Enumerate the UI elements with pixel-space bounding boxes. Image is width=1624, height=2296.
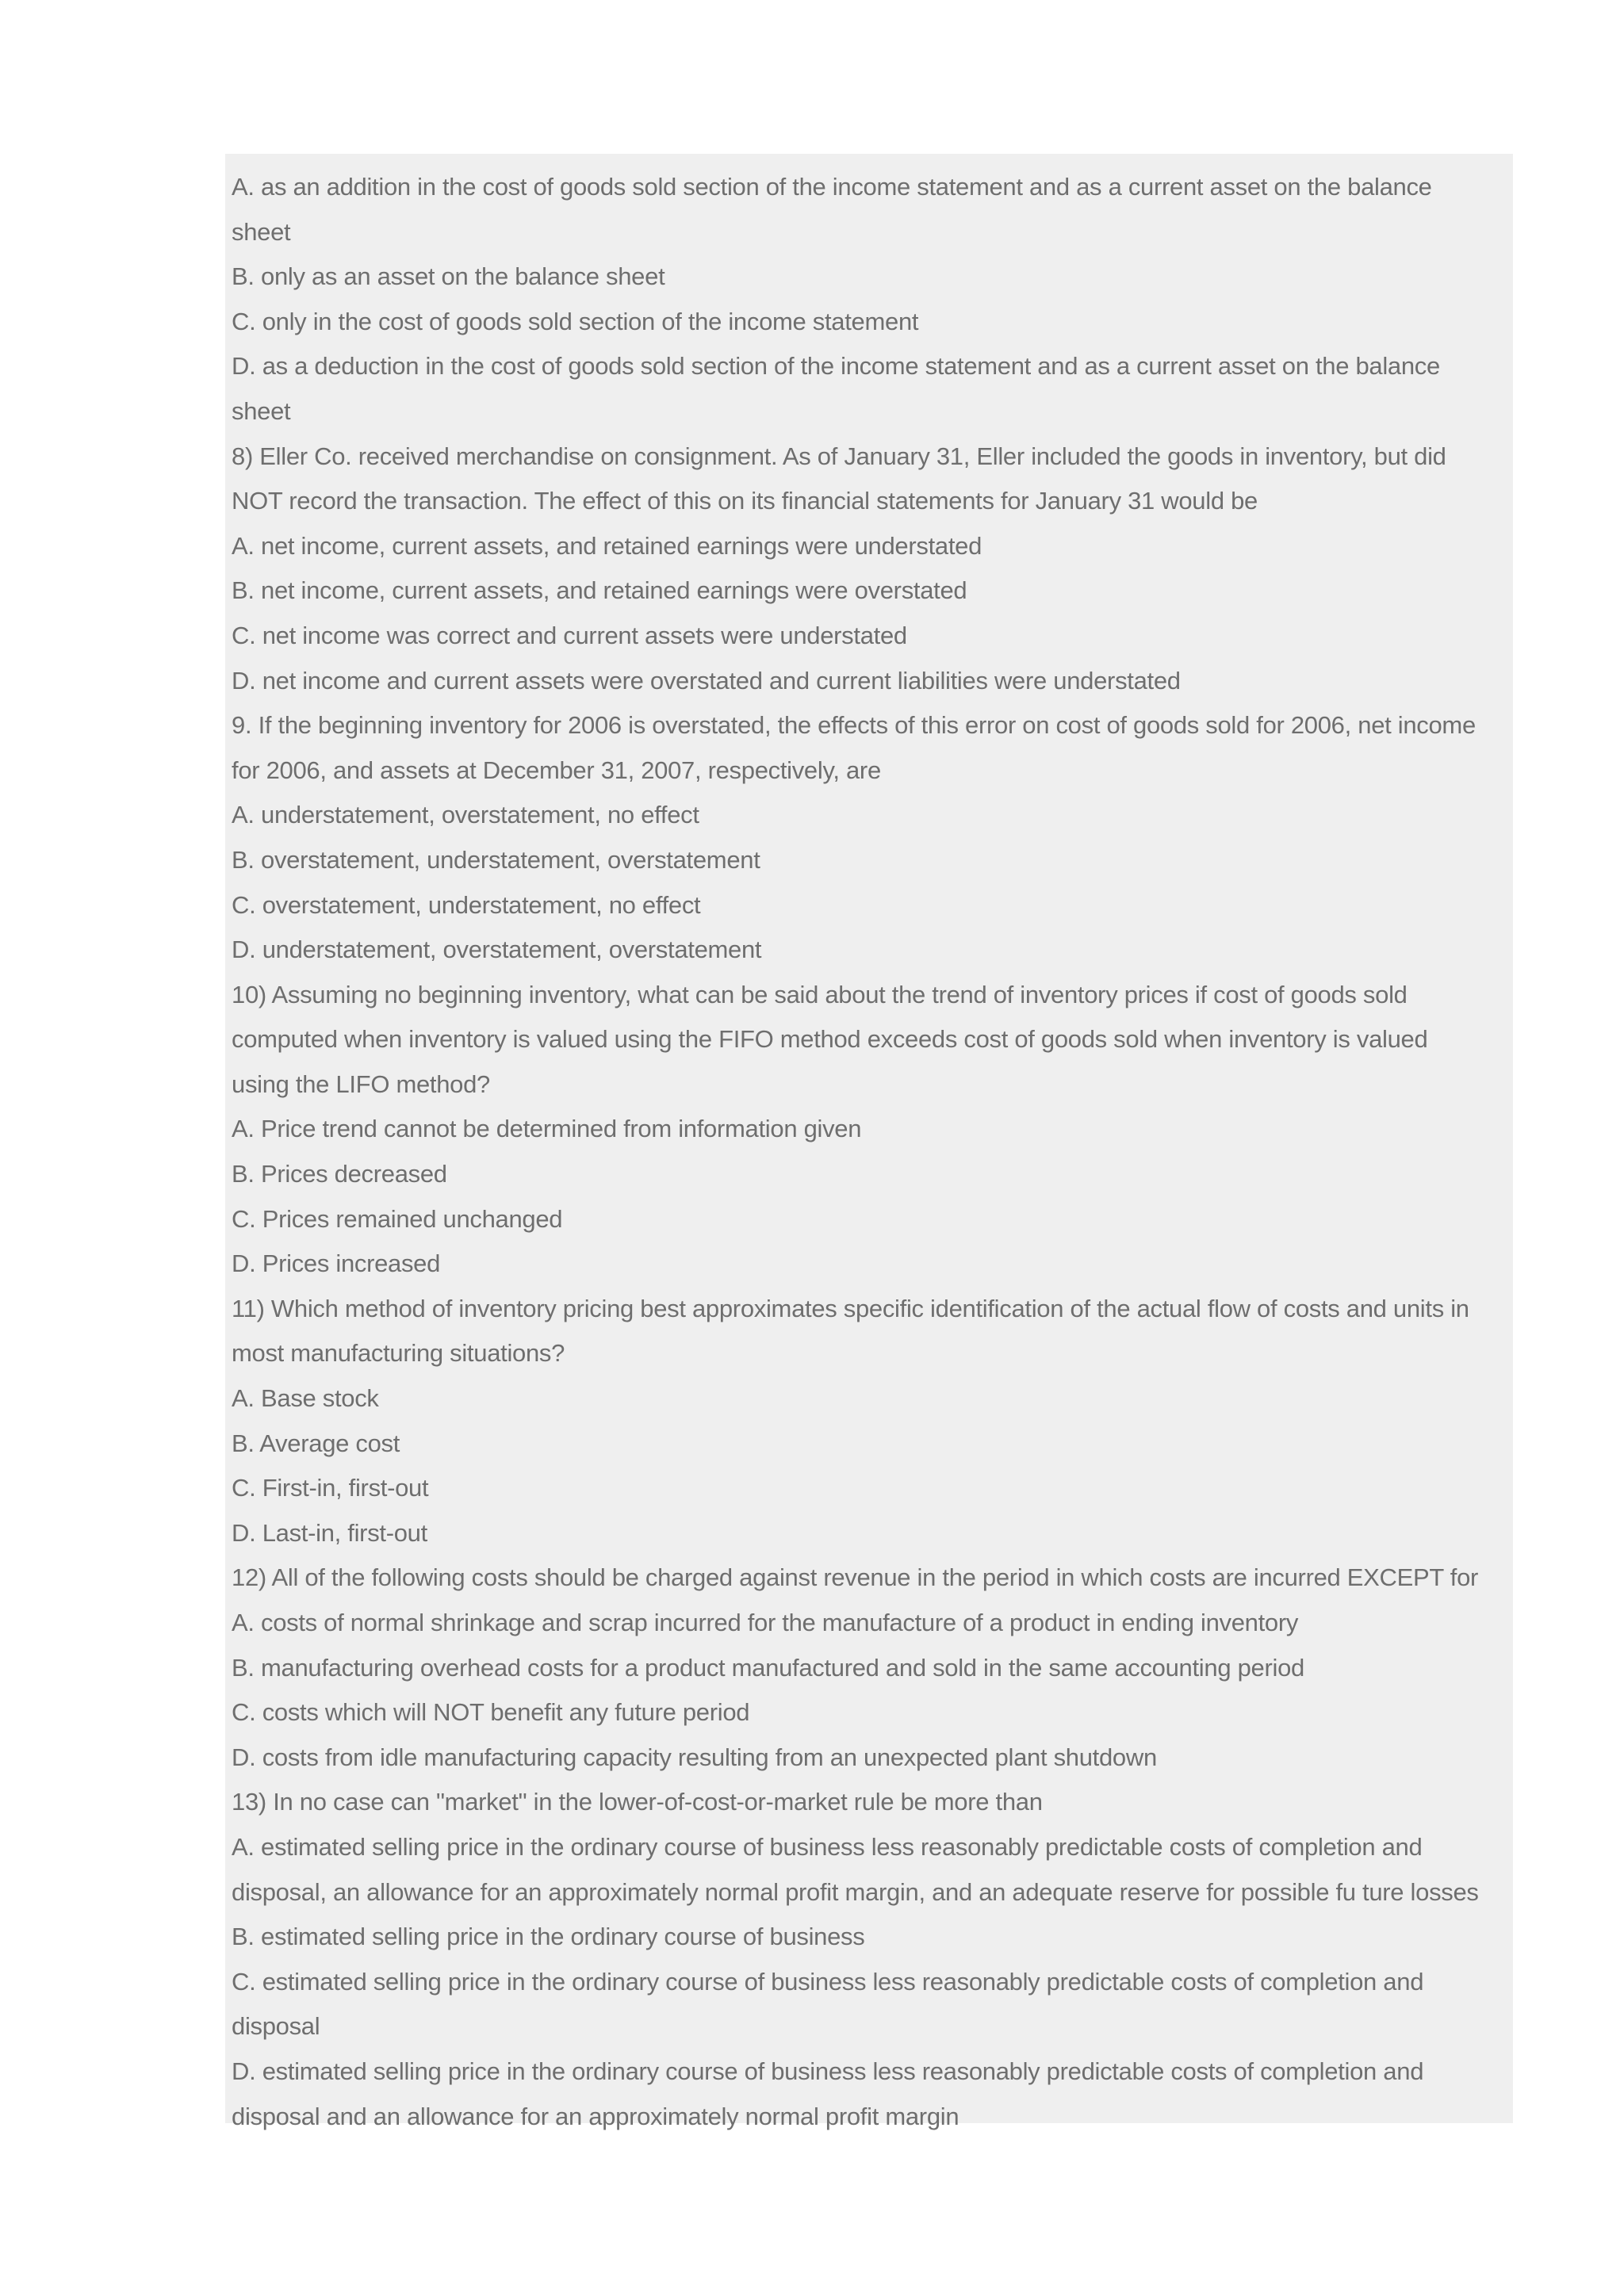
answer-option-continuation: disposal, an allowance for an approximately normal profit margin, and an adequate reserve for possible fu ture losses [232, 1877, 1479, 1906]
question-text: 13) In no case can "market" in the lower-of-cost-or-market rule be more than [232, 1788, 1043, 1816]
answer-option: D. estimated selling price in the ordinary course of business less reasonably predictable costs of completion and [232, 2057, 1424, 2085]
answer-option: B. Prices decreased [232, 1160, 447, 1188]
answer-option: A. Base stock [232, 1384, 379, 1413]
answer-option: C. costs which will NOT benefit any future period [232, 1698, 750, 1727]
answer-option: C. net income was correct and current assets were understated [232, 621, 907, 649]
answer-option: B. manufacturing overhead costs for a product manufactured and sold in the same accounting period [232, 1653, 1304, 1682]
answer-option: B. Average cost [232, 1429, 400, 1457]
answer-option: D. understatement, overstatement, overstatement [232, 936, 762, 964]
answer-option: D. net income and current assets were overstated and current liabilities were understated [232, 666, 1181, 695]
question-text: computed when inventory is valued using the FIFO method exceeds cost of goods sold when inventory is valued [232, 1025, 1428, 1054]
answer-option: B. overstatement, understatement, overstatement [232, 845, 760, 874]
question-text: 10) Assuming no beginning inventory, what can be said about the trend of inventory prices if cost of goods sold [232, 980, 1408, 1008]
answer-option: B. net income, current assets, and retained earnings were overstated [232, 576, 967, 605]
answer-option: C. estimated selling price in the ordinary course of business less reasonably predictable costs of completion and [232, 1967, 1424, 1996]
answer-option: B. estimated selling price in the ordinary course of business [232, 1923, 865, 1951]
answer-option-continuation: disposal [232, 2012, 320, 2041]
document-content [225, 154, 1513, 2130]
question-text: 8) Eller Co. received merchandise on consignment. As of January 31, Eller included the goods in inventory, but did [232, 442, 1446, 470]
answer-option: A. net income, current assets, and retained earnings were understated [232, 531, 982, 560]
question-text: most manufacturing situations? [232, 1339, 565, 1368]
answer-option-continuation: sheet [232, 217, 291, 246]
answer-option: D. Last-in, first-out [232, 1518, 427, 1547]
question-text: for 2006, and assets at December 31, 2007, respectively, are [232, 756, 881, 784]
question-text: 9. If the beginning inventory for 2006 is overstated, the effects of this error on cost of goods sold for 2006, net income [232, 711, 1476, 740]
answer-option: D. Prices increased [232, 1249, 441, 1278]
answer-option: C. only in the cost of goods sold section of the income statement [232, 307, 919, 335]
question-text: using the LIFO method? [232, 1070, 490, 1098]
question-text: 11) Which method of inventory pricing best approximates specific identification of the actual flow of costs and units in [232, 1294, 1469, 1322]
answer-option: A. understatement, overstatement, no effect [232, 801, 699, 829]
answer-option-continuation: disposal and an allowance for an approximately normal profit margin [232, 2102, 959, 2130]
answer-option: A. estimated selling price in the ordinary course of business less reasonably predictable costs of completion and [232, 1832, 1423, 1861]
answer-option-continuation: sheet [232, 396, 291, 425]
answer-option: C. First-in, first-out [232, 1474, 429, 1502]
answer-option: D. as a deduction in the cost of goods sold section of the income statement and as a current asset on the balance [232, 352, 1440, 381]
answer-option: A. Price trend cannot be determined from information given [232, 1115, 862, 1143]
question-text: NOT record the transaction. The effect of this on its financial statements for January 31 would be [232, 487, 1258, 515]
answer-option: D. costs from idle manufacturing capacity resulting from an unexpected plant shutdown [232, 1743, 1157, 1771]
answer-option: B. only as an asset on the balance sheet [232, 262, 665, 291]
answer-option: A. costs of normal shrinkage and scrap incurred for the manufacture of a product in ending inventory [232, 1609, 1299, 1636]
answer-option: C. overstatement, understatement, no effect [232, 890, 701, 919]
answer-option: A. as an addition in the cost of goods sold section of the income statement and as a current asset on the balance [232, 173, 1432, 201]
answer-option: C. Prices remained unchanged [232, 1204, 563, 1233]
question-text: 12) All of the following costs should be charged against revenue in the period in which costs are incurred EXCEPT for [232, 1563, 1479, 1592]
